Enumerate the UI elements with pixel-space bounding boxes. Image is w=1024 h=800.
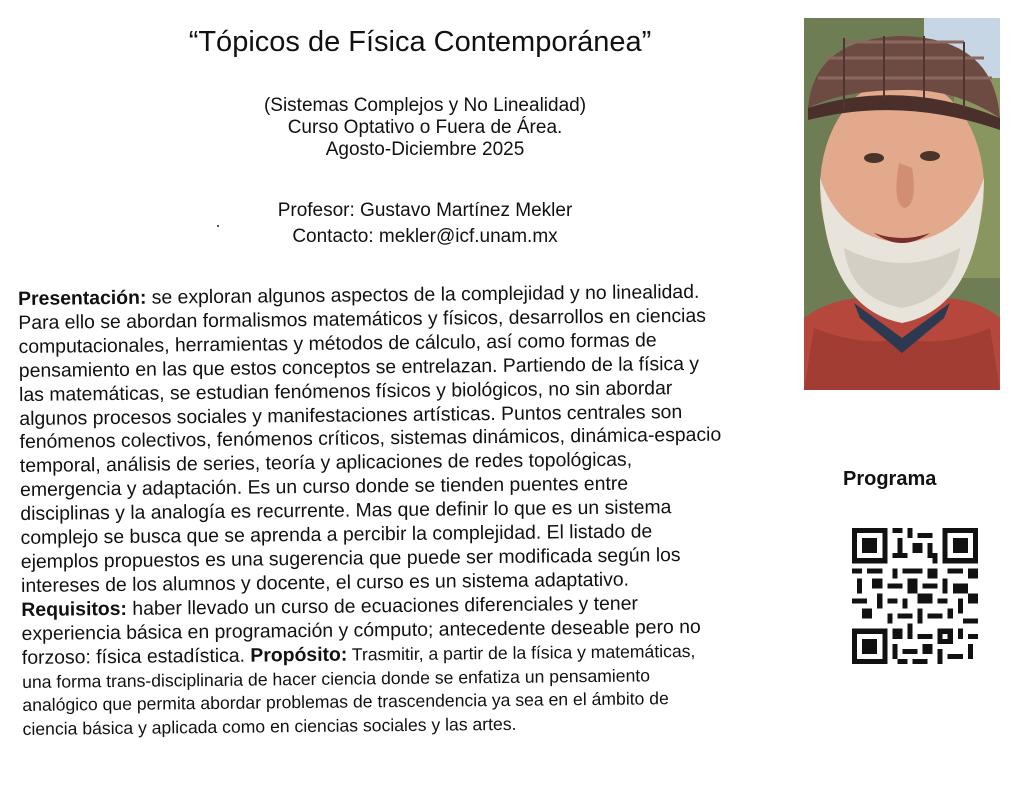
contact-email[interactable]: Contacto: mekler@icf.unam.mx: [292, 226, 558, 247]
course-term: Agosto-Diciembre 2025: [325, 139, 525, 160]
course-subtitle: (Sistemas Complejos y No Linealidad): [263, 95, 587, 116]
presentacion-text: computacionales, herramientas y métodos de cálculo, así como formas de: [18, 329, 657, 358]
professor-name: Profesor: Gustavo Martínez Mekler: [277, 200, 573, 221]
proposito-text: ciencia básica y aplicada como en ciencias sociales y las artes.: [22, 714, 517, 740]
proposito-heading: Propósito:: [250, 643, 348, 667]
course-info: [180, 95, 670, 161]
presentacion-text: Para ello se abordan formalismos matemáticos y físicos, desarrollos en ciencias: [18, 304, 707, 334]
requisitos-text: forzoso: física estadística.: [21, 644, 251, 669]
qr-code-icon[interactable]: [852, 528, 978, 664]
course-description: [18, 280, 823, 743]
course-title: “Tópicos de Física Contemporánea”: [188, 26, 652, 58]
presentacion-text: temporal, análisis de series, teoría y aplicaciones de redes topológicas,: [19, 448, 633, 478]
portrait-image: [804, 18, 1000, 390]
proposito-text: Trasmitir, a partir de la física y matemáticas,: [347, 640, 696, 665]
presentacion-text: complejo se busca que se aprenda a percibir la complejidad. El listado de: [20, 520, 653, 550]
presentacion-text: las matemáticas, se estudian fenómenos físicos y biológicos, no sin abordar: [19, 376, 673, 406]
requisitos-text: haber llevado un curso de ecuaciones diferenciales y tener: [126, 592, 638, 620]
presentacion-text: ejemplos propuestos es una sugerencia que puede ser modificada según los: [20, 544, 681, 573]
proposito-text: analógico que permita abordar problemas de trascendencia ya sea en el ámbito de: [22, 688, 669, 716]
proposito-text: una forma trans-disciplinaria de hacer ciencia donde se enfatiza un pensamiento: [22, 664, 651, 692]
course-type: Curso Optativo o Fuera de Área.: [287, 117, 563, 138]
presentacion-text: emergencia y adaptación. Es un curso donde se tienden puentes entre: [20, 472, 629, 502]
presentacion-text: fenómenos colectivos, fenómenos críticos, sistemas dinámicos, dinámica-espacio: [19, 424, 722, 454]
presentacion-text: pensamiento en las que estos conceptos se entrelazan. Partiendo de la física y: [18, 352, 700, 382]
presentacion-text: intereses de los alumnos y docente, el curso es un sistema adaptativo.: [21, 568, 630, 597]
professor-photo: [804, 18, 1000, 390]
presentacion-text: se exploran algunos aspectos de la complejidad y no linealidad.: [146, 280, 700, 309]
requisitos-text: experiencia básica en programación y cómputo; antecedente deseable pero no: [21, 615, 701, 645]
presentacion-heading: Presentación:: [18, 286, 147, 310]
requisitos-heading: Requisitos:: [21, 597, 128, 621]
programa-label: Programa: [843, 468, 937, 490]
presentacion-text: algunos procesos sociales y manifestaciones artísticas. Puntos centrales son: [19, 400, 683, 430]
stray-dot: [217, 225, 219, 227]
contact-info: [180, 198, 670, 250]
presentacion-text: disciplinas y la analogía es recurrente. Mas que definir lo que es un sistema: [20, 496, 672, 526]
